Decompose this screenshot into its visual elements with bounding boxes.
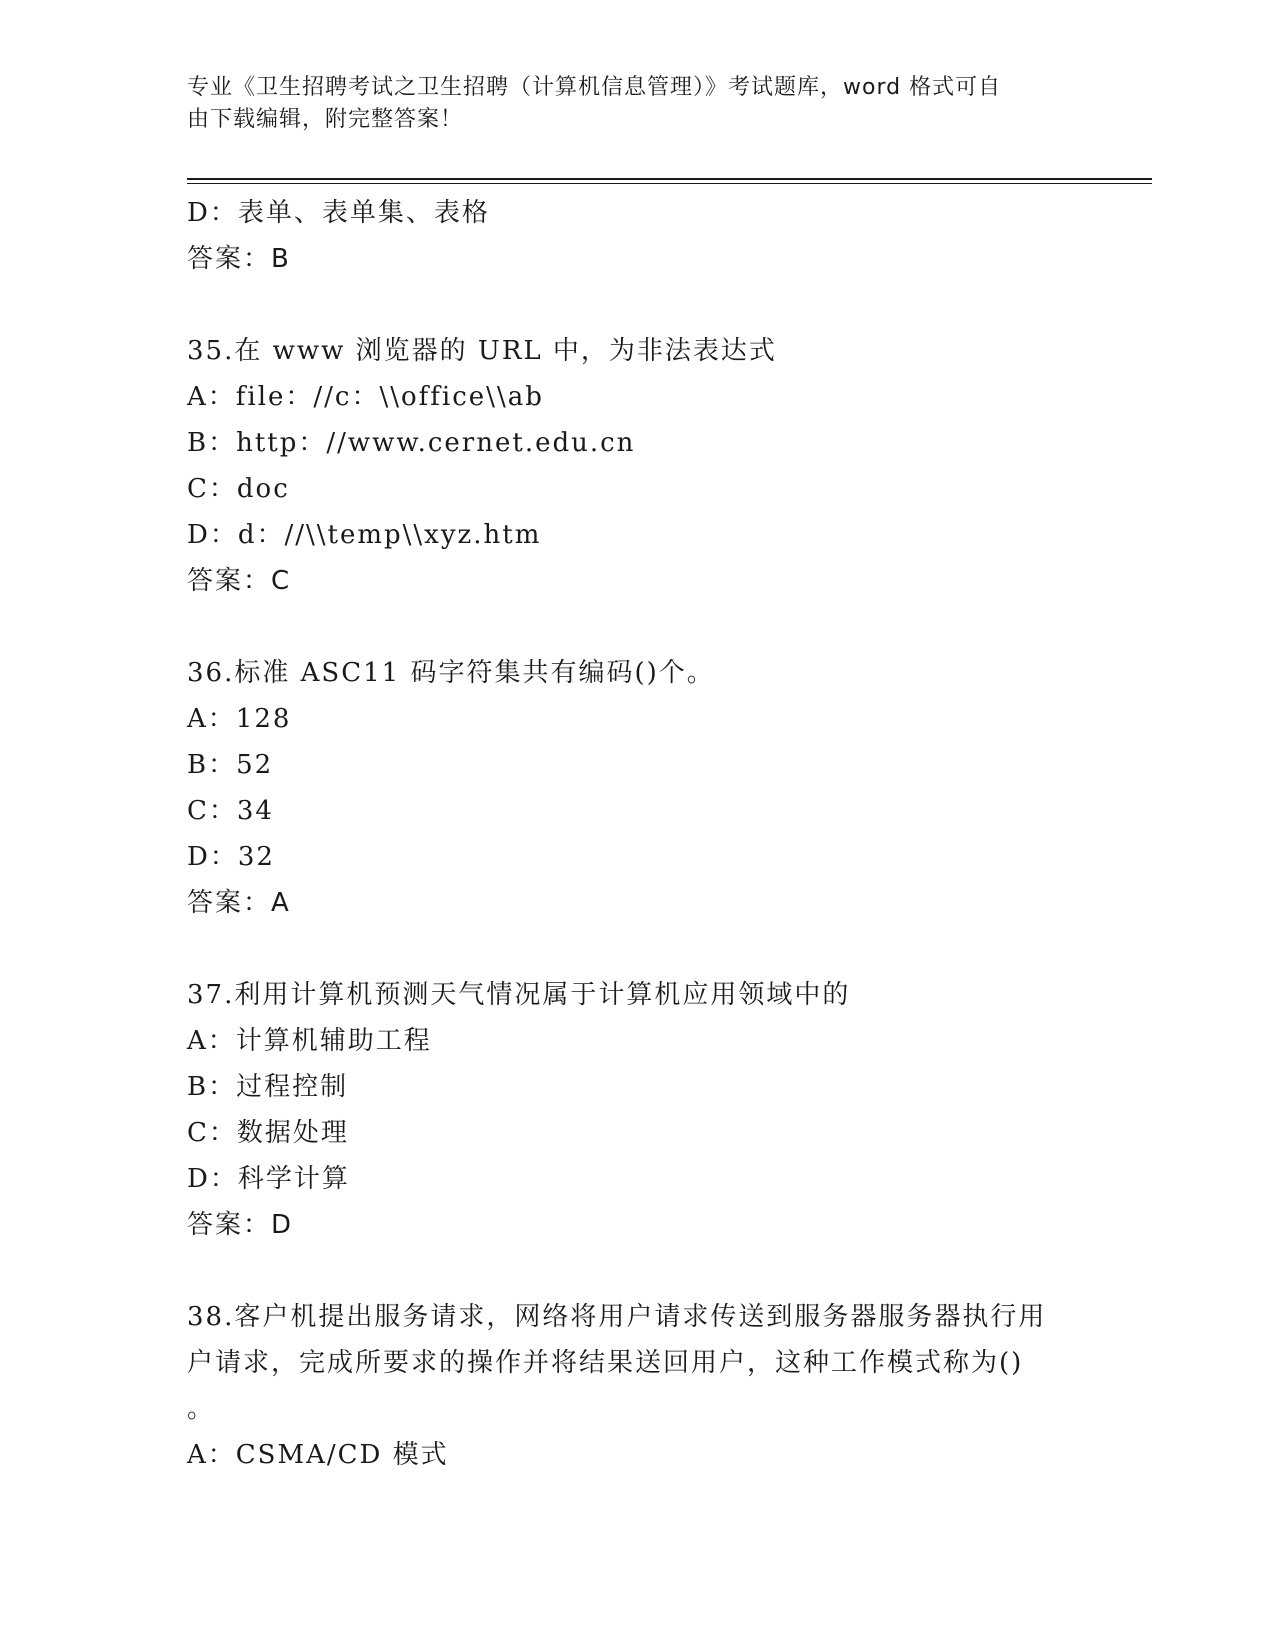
option-a: A：计算机辅助工程 <box>187 1026 432 1056</box>
question-stem: 35.在 www 浏览器的 URL 中，为非法表达式 <box>187 336 777 366</box>
header-rule-thick <box>187 178 1152 180</box>
spacer <box>187 1248 1087 1294</box>
header-line-2: 由下载编辑，附完整答案！ <box>187 107 464 132</box>
option-b: B：52 <box>187 750 274 780</box>
option-b: B：http：//www.cernet.edu.cn <box>187 428 636 458</box>
option-d: D：d：//\\temp\\xyz.htm <box>187 520 542 550</box>
answer: 答案：A <box>187 888 291 918</box>
question-list <box>187 190 1087 1478</box>
answer: 答案：D <box>187 1210 294 1240</box>
question-stem-line-2: 户请求，完成所要求的操作并将结果送回用户，这种工作模式称为() <box>187 1348 1024 1378</box>
option-a: A：CSMA/CD 模式 <box>187 1440 449 1470</box>
option-d: D：表单、表单集、表格 <box>187 198 490 228</box>
option-c: C：数据处理 <box>187 1118 349 1148</box>
question-stem-line-1: 38.客户机提出服务请求，网络将用户请求传送到服务器服务器执行用 <box>187 1302 1047 1332</box>
option-b: B：过程控制 <box>187 1072 349 1102</box>
spacer <box>187 282 1087 328</box>
header-rule-thin <box>187 183 1152 184</box>
option-c: C：doc <box>187 474 290 504</box>
option-c: C：34 <box>187 796 274 826</box>
header-line-1: 专业《卫生招聘考试之卫生招聘（计算机信息管理）》考试题库，word 格式可自 <box>187 75 1002 100</box>
question-stem-line-3: 。 <box>187 1394 216 1424</box>
answer: 答案：C <box>187 566 292 596</box>
option-a: A：file：//c：\\office\\ab <box>187 382 544 412</box>
option-d: D：科学计算 <box>187 1164 350 1194</box>
option-a: A：128 <box>187 704 292 734</box>
answer: 答案：B <box>187 244 291 274</box>
question-stem: 37.利用计算机预测天气情况属于计算机应用领域中的 <box>187 980 851 1010</box>
document-header <box>187 72 1067 136</box>
option-d: D：32 <box>187 842 275 872</box>
question-stem: 36.标准 ASC11 码字符集共有编码()个。 <box>187 658 715 688</box>
spacer <box>187 604 1087 650</box>
spacer <box>187 926 1087 972</box>
